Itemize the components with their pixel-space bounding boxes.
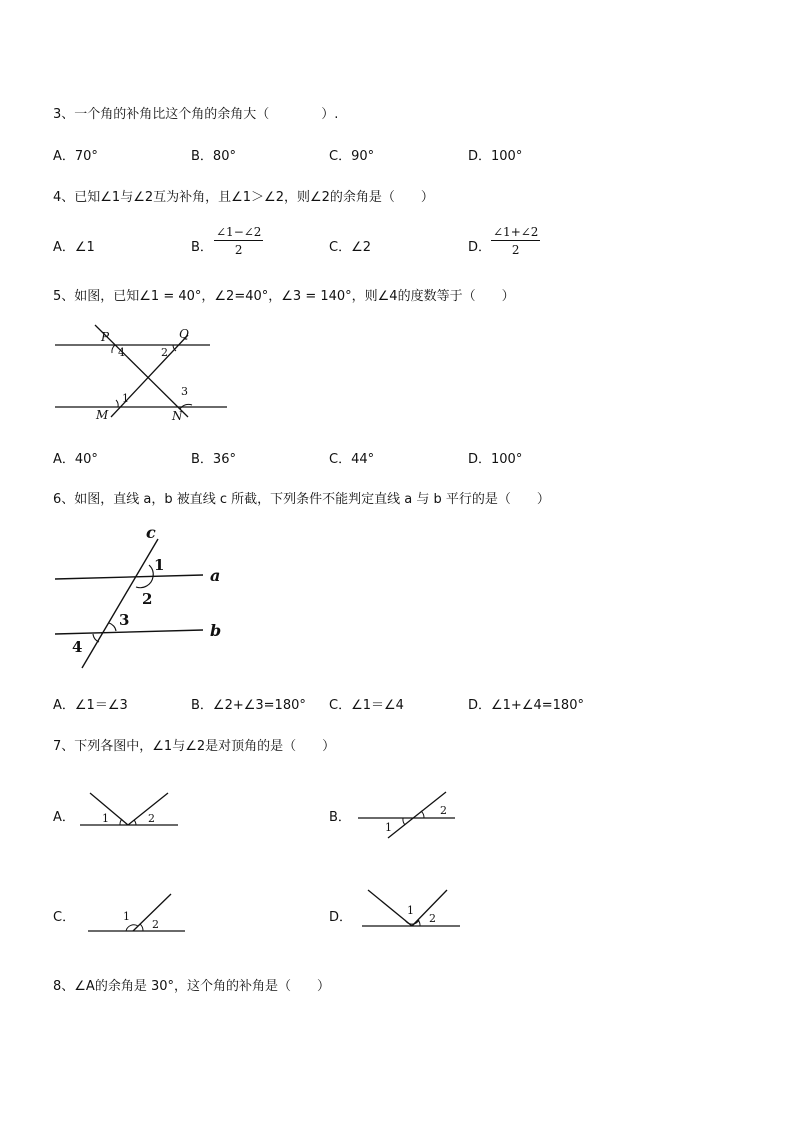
label-angle-1: 1 [122,392,129,405]
label-angle-2: 2 [440,804,447,817]
label-p: P [101,330,110,344]
label-angle-1: 1 [123,910,130,923]
q4-option-d-fraction [491,225,540,257]
q4-b-numerator: ∠1−∠2 [216,225,262,239]
question-6-stem: 6、如图，直线 a，b 被直线 c 所截，下列条件不能判定直线 a 与 b 平行的是（ ） [53,492,550,507]
q5-option-a[interactable]: A．40° [53,452,98,467]
q7-figure-a[interactable] [80,790,180,835]
question-4-stem: 4、已知∠1与∠2互为补角，且∠1＞∠2，则∠2的余角是（ ） [53,190,434,205]
q4-d-denominator: 2 [511,243,520,257]
angle-1-arc [116,400,118,407]
q5-option-c[interactable]: C．44° [329,452,375,467]
q4-b-denominator: 2 [234,243,243,257]
label-angle-4: 4 [118,346,125,359]
label-c: c [146,523,156,542]
q3-option-d[interactable]: D．100° [468,149,523,164]
q4-option-b-prefix[interactable]: B． [191,240,213,255]
question-8-stem: 8、∠A的余角是 30°，这个角的补角是（ ） [53,979,330,994]
label-angle-2: 2 [148,812,155,825]
q5-option-d[interactable]: D．100° [468,452,523,467]
q3-option-c[interactable]: C．90° [329,149,375,164]
q7-figure-c[interactable] [88,890,188,935]
label-angle-2: 2 [429,912,436,925]
label-angle-4: 4 [72,638,83,656]
label-b: b [210,621,222,640]
q7-option-c-label[interactable]: C． [53,910,76,925]
label-angle-1: 1 [385,821,392,834]
q6-option-c[interactable]: C．∠1＝∠4 [329,698,404,713]
q3-option-b[interactable]: B．80° [191,149,236,164]
label-angle-3: 3 [119,611,130,629]
line-a [55,575,203,579]
q6-option-b[interactable]: B．∠2+∠3=180° [191,698,306,713]
angle-1-arc [149,565,153,577]
question-5-stem: 5、如图，已知∠1 = 40°，∠2=40°，∠3 = 140°，则∠4的度数等于（ ） [53,289,515,304]
label-angle-2: 2 [152,918,159,931]
label-angle-2: 2 [142,590,153,608]
label-angle-1: 1 [154,556,165,574]
label-a: a [210,566,221,585]
line-b [55,630,203,634]
q6-option-d[interactable]: D．∠1+∠4=180° [468,698,584,713]
label-angle-3: 3 [181,385,188,398]
q4-option-c[interactable]: C．∠2 [329,240,372,255]
q5-figure [55,325,235,423]
q4-option-b-fraction [214,225,263,257]
q7-figure-b[interactable] [358,790,458,840]
question-3-stem: 3、一个角的补角比这个角的余角大（ ）. [53,107,339,122]
q4-option-a[interactable]: A．∠1 [53,240,95,255]
q3-option-a[interactable]: A．70° [53,149,98,164]
label-angle-2: 2 [161,346,168,359]
q6-figure [55,522,235,672]
label-angle-1: 1 [407,904,414,917]
q7-option-a-label[interactable]: A． [53,810,75,825]
q7-option-b-label[interactable]: B． [329,810,351,825]
angle-4-arc [112,345,115,353]
label-angle-1: 1 [102,812,109,825]
label-n: N [172,409,183,423]
label-q: Q [179,327,189,341]
angle-2-arc [136,577,153,588]
q7-figure-d[interactable] [362,888,462,933]
q6-option-a[interactable]: A．∠1＝∠3 [53,698,128,713]
q4-option-d-prefix[interactable]: D． [468,240,492,255]
label-m: M [96,408,109,422]
q7-option-d-label[interactable]: D． [329,910,353,925]
q4-d-numerator: ∠1+∠2 [493,225,539,239]
angle-3-arc [109,623,116,631]
question-7-stem: 7、下列各图中，∠1与∠2是对顶角的是（ ） [53,739,336,754]
q5-option-b[interactable]: B．36° [191,452,236,467]
